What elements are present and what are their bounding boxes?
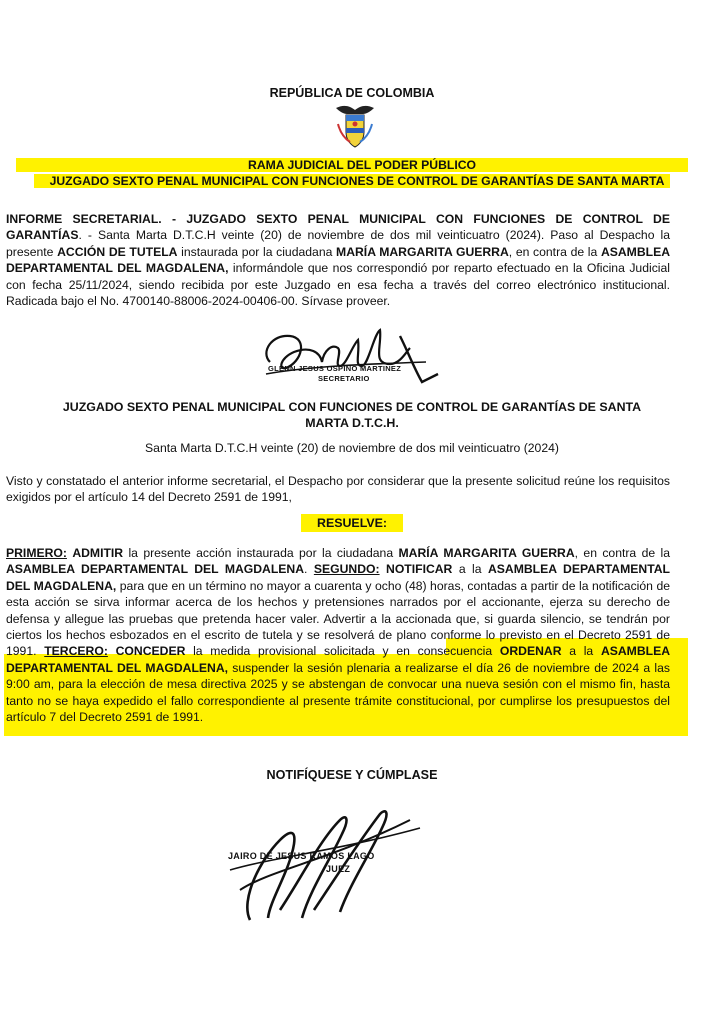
body-text-5: para que en un término no mayor a cuarenta y ocho (48) horas, contadas a partir de la notificación de esta acción se sirva informar acerca de los hechos y pretensiones narrados por el accionante, ejerza su derecho de defensa y allegue las pruebas que pretenda hacer valer. Advertir a la accionada que, si guarda silencio, se tendrán por ciertos los hechos esbozados en el escrito de tutela y se resolverá de plano conforme lo previsto en el Decreto 2591 de 1991. bbox=[6, 578, 670, 659]
juez-role: JUEZ bbox=[326, 864, 351, 874]
branch-title: RAMA JUDICIAL DEL PODER PÚBLICO bbox=[16, 158, 688, 172]
notificar-label: NOTIFICAR bbox=[386, 562, 453, 577]
informe-text-4: informándole que nos correspondió por reparto efectuado en la Oficina Judicial con fecha 25/11/2024, siendo recibida por este Juzgado en esa fecha a través del correo electrónico institucional. Radicada bajo el No. 4700140-88006-2024-00406-00. Sírvase proveer. bbox=[6, 261, 670, 309]
informe-accion: ACCIÓN DE TUTELA bbox=[57, 244, 178, 259]
juez-signature-icon bbox=[210, 800, 440, 930]
body-text-7: a la bbox=[561, 644, 601, 659]
informe-text-3: , en contra de la bbox=[508, 244, 601, 259]
court-title: JUZGADO SEXTO PENAL MUNICIPAL CON FUNCIONES DE CONTROL DE GARANTÍAS DE SANTA MARTA bbox=[34, 174, 671, 188]
segundo-label: SEGUNDO: bbox=[313, 562, 380, 577]
court-heading-line1: JUZGADO SEXTO PENAL MUNICIPAL CON FUNCIONES DE CONTROL DE GARANTÍAS DE SANTA bbox=[62, 400, 642, 414]
body-text-2: , en contra de la bbox=[574, 546, 670, 560]
informe-lead: INFORME SECRETARIAL. - JUZGADO SEXTO PENAL MUNICIPAL CON FUNCIONES DE CONTROL DE GARANTÍAS bbox=[6, 212, 670, 243]
informe-secretarial bbox=[6, 211, 670, 309]
informe-text-2: instaurada por la ciudadana bbox=[177, 244, 337, 259]
tercero-label: TERCERO: bbox=[44, 644, 108, 659]
informe-asamblea: ASAMBLEA DEPARTAMENTAL DEL MAGDALENA, bbox=[6, 244, 670, 276]
body-text-8: suspender la sesión plenaria a realizarse el día 26 de noviembre de 2024 a las 9:00 am, para la elección de mesa directiva 2025 y se abstengan de convocar una nueva sesión con el mismo fin, hasta tanto no se haya expedido el fallo correspondiente al presente trámite constitucional, por cumplirse los presupuestos del artículo 7 del Decreto 2591 de 1991. bbox=[6, 660, 670, 725]
header-highlight-block bbox=[0, 157, 704, 189]
juez-name: JAIRO DE JESUS RAMOS LAGO bbox=[228, 851, 375, 861]
body-asamblea: ASAMBLEA DEPARTAMENTAL DEL MAGDALENA bbox=[6, 562, 305, 577]
body-asamblea-2: ASAMBLEA DEPARTAMENTAL DEL MAGDALENA, bbox=[6, 562, 670, 593]
visto-paragraph: Visto y constatado el anterior informe secretarial, el Despacho por considerar que la presente solicitud reúne los requisitos exigidos por el artículo 14 del Decreto 2591 de 1991, bbox=[6, 474, 670, 505]
body-nombre: MARÍA MARGARITA GUERRA bbox=[398, 546, 575, 560]
primero-label: PRIMERO: bbox=[6, 546, 67, 560]
conceder-label: CONCEDER bbox=[115, 644, 186, 659]
body-text-3: . bbox=[304, 562, 314, 577]
date-line: Santa Marta D.T.C.H veinte (20) de noviembre de dos mil veinticuatro (2024) bbox=[145, 441, 559, 455]
court-heading-line2: MARTA D.T.C.H. bbox=[305, 416, 399, 430]
body-text-1: la presente acción instaurada por la ciudadana bbox=[123, 546, 399, 560]
court-heading bbox=[0, 399, 704, 431]
coat-of-arms-icon bbox=[330, 102, 380, 150]
admitir-label: ADMITIR bbox=[72, 546, 124, 560]
informe-text-1: . - Santa Marta D.T.C.H veinte (20) de noviembre de dos mil veinticuatro (2024). Paso al Despacho la presente bbox=[6, 228, 670, 259]
secretario-name: GLENN JESUS OSPINO MARTINEZ bbox=[268, 364, 402, 373]
closing-line: NOTIFÍQUESE Y CÚMPLASE bbox=[266, 768, 438, 782]
secretario-role: SECRETARIO bbox=[318, 374, 370, 383]
resuelve-block bbox=[0, 513, 704, 533]
body-text-4: a la bbox=[452, 562, 488, 577]
resuelve-heading: RESUELVE: bbox=[301, 514, 403, 532]
informe-nombre: MARÍA MARGARITA GUERRA bbox=[336, 244, 509, 259]
ordenar-label: ORDENAR bbox=[499, 644, 562, 659]
body-text-6: la medida provisional solicitada y en consecuencia bbox=[185, 644, 500, 659]
resolution-body bbox=[6, 545, 670, 725]
country-title: REPÚBLICA DE COLOMBIA bbox=[269, 86, 435, 100]
body-asamblea-3: ASAMBLEA DEPARTAMENTAL DEL MAGDALENA, bbox=[6, 644, 670, 675]
